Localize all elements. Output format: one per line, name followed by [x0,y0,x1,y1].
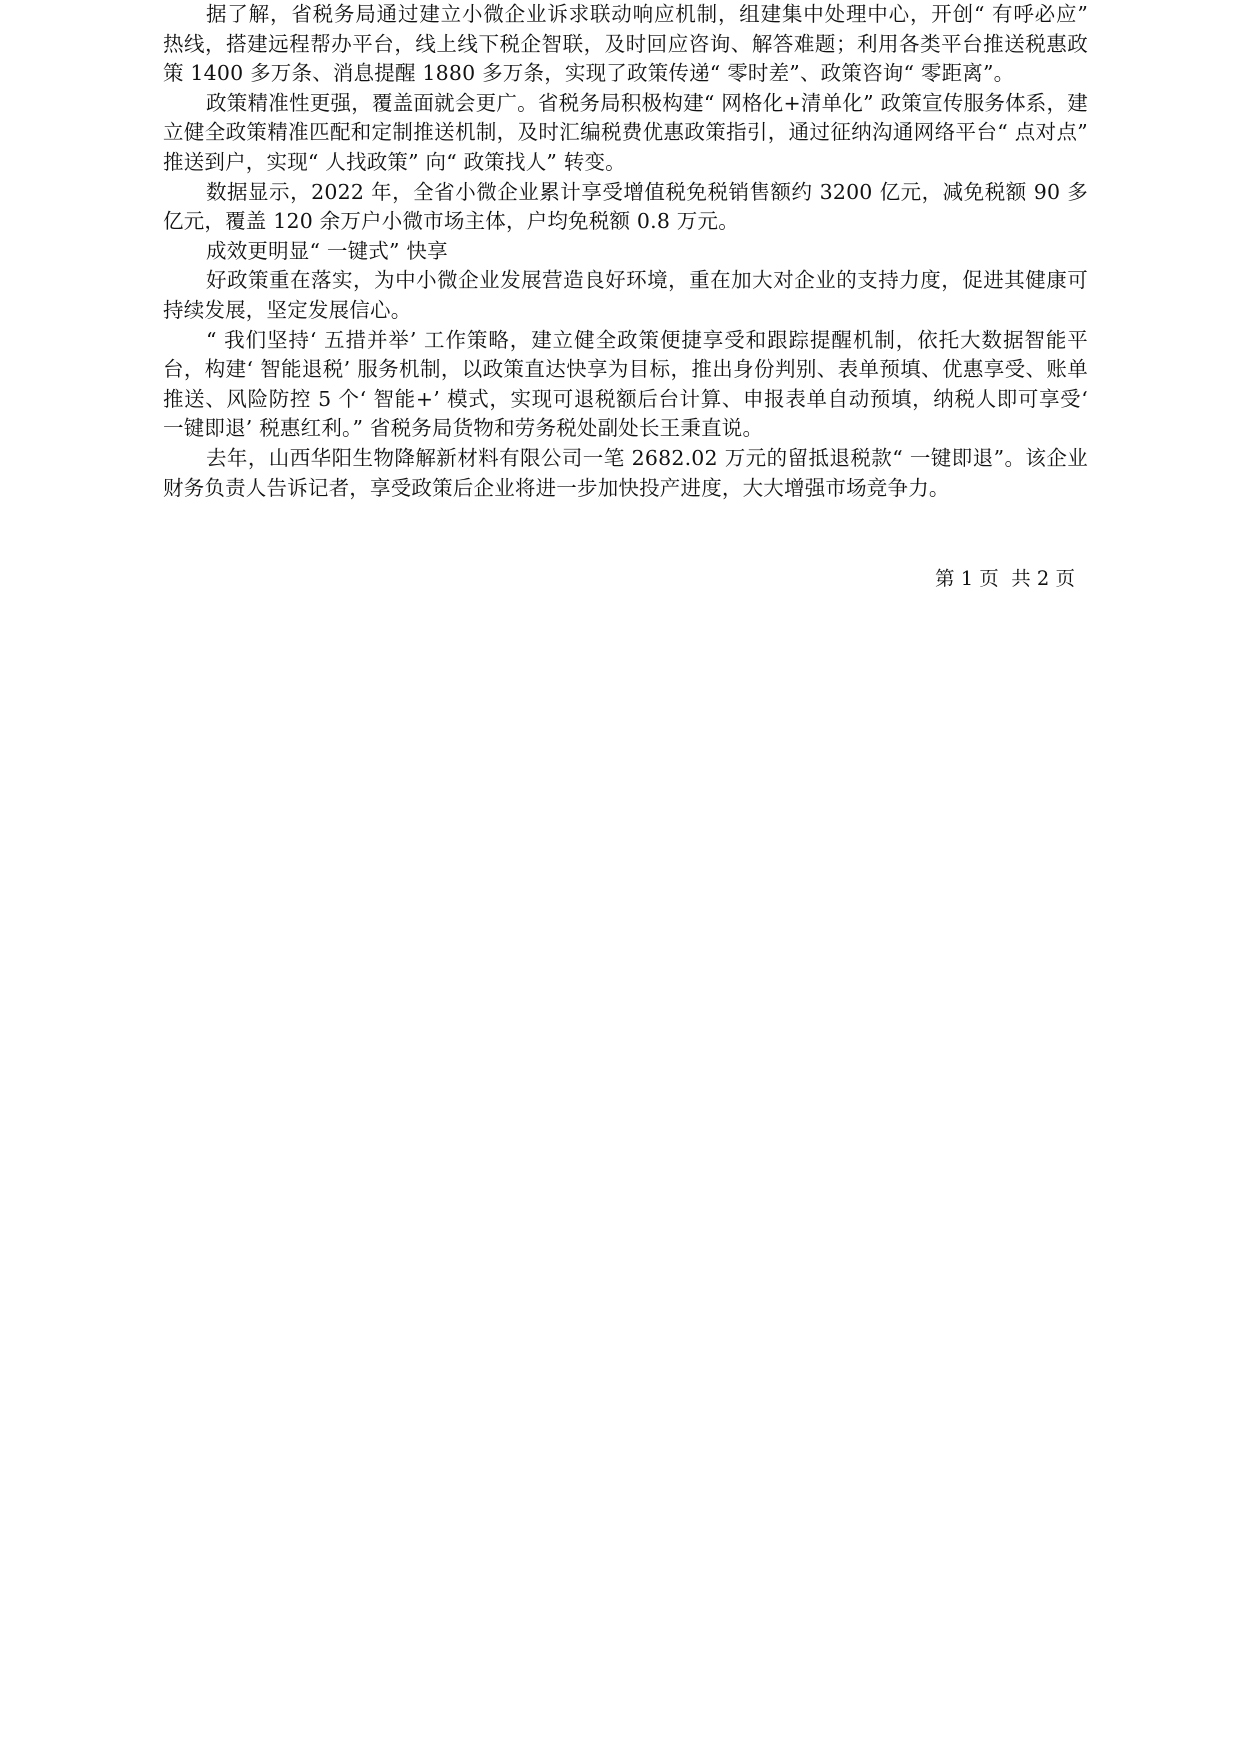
paragraph-data-statistics: 数据显示，2022 年，全省小微企业累计享受增值税免税销售额约 3200 亿元，减免税额 90 多亿元，覆盖 120 余万户小微市场主体，户均免税额 0.8 万元。 [163,179,1088,234]
paragraph-official-quote: “ 我们坚持‘ 五措并举’ 工作策略，建立健全政策便捷享受和跟踪提醒机制，依托大数据智能平台，构建‘ 智能退税’ 服务机制，以政策直达快享为目标，推出身份判别、表单预填、优惠享受、账单推送、风险防控 5 个‘ 智能+’ 模式，实现可退税额后台计算、申报表单自动预填，纳税人即可享受‘ 一键即退’ 税惠红利。” 省税务局货物和劳务税处副处长王秉直说。 [163,327,1088,441]
article-body [163,0,1088,503]
paragraph-policy-implementation: 好政策重在落实，为中小微企业发展营造良好环境，重在加大对企业的支持力度，促进其健康可持续发展，坚定发展信心。 [163,268,1088,322]
section-heading: 成效更明显“ 一键式” 快享 [206,238,448,263]
page-number-footer: 第 1 页 共 2 页 [935,567,1076,590]
paragraph-service-mechanism: 据了解，省税务局通过建立小微企业诉求联动响应机制，组建集中处理中心，开创“ 有呼必应” 热线，搭建远程帮办平台，线上线下税企智联，及时回应咨询、解答难题；利用各类平台推送税惠政策 1400 多万条、消息提醒 1880 多万条，实现了政策传递“ 零时差”、政策咨询“ 零距离”。 [163,2,1088,86]
paragraph-policy-precision: 政策精准性更强，覆盖面就会更广。省税务局积极构建“ 网格化+清单化” 政策宣传服务体系，建立健全政策精准匹配和定制推送机制，及时汇编税费优惠政策指引，通过征纳沟通网络平台“ 点对点” 推送到户，实现“ 人找政策” 向“ 政策找人” 转变。 [163,90,1088,174]
paragraph-company-example: 去年，山西华阳生物降解新材料有限公司一笔 2682.02 万元的留抵退税款“ 一键即退”。该企业财务负责人告诉记者，享受政策后企业将进一步加快投产进度，大大增强市场竞争力。 [163,445,1088,500]
